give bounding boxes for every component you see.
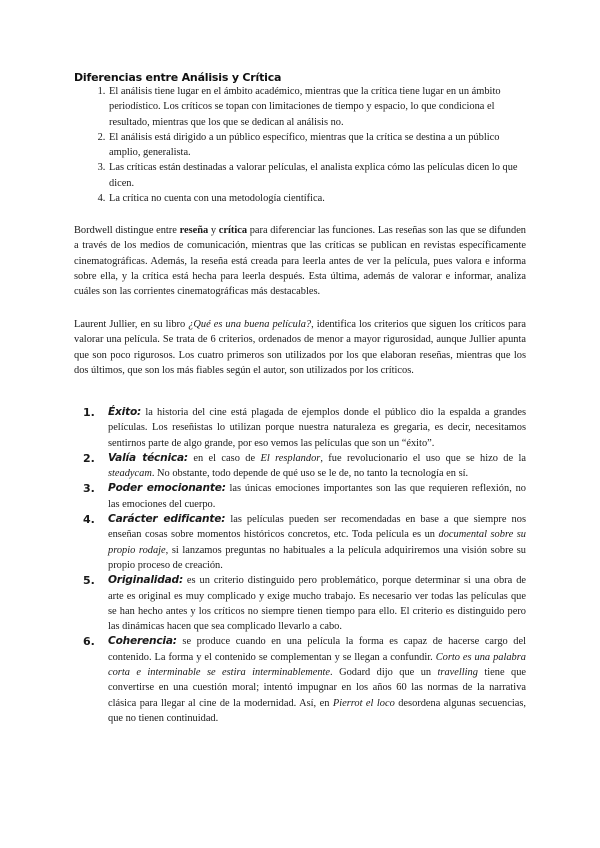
bold-term: reseña — [179, 225, 209, 236]
list-number: 6. — [83, 635, 95, 649]
quote: Corto es una palabra corta e interminable se estira interminablemente — [108, 651, 526, 679]
criterion-name: Carácter edificante: — [108, 513, 226, 526]
list-item: 4. Carácter edificante: las películas pueden ser recomendadas en base a que siempre nos enseñan cosas sobre momentos históricos concretos, etc. Toda película es un documental sobre su propio rodaje, si lanzamos preguntas no habituales a la película adquiriremos una visión sobre su propio proceso de creación. — [83, 513, 527, 571]
list-number: 3. — [83, 482, 95, 496]
list-item: 3. Las críticas están destinadas a valorar películas, el analista explica cómo las películas dicen lo que dicen. — [108, 160, 526, 191]
list-item: 1. El análisis tiene lugar en el ámbito académico, mientras que la crítica tiene lugar en un ámbito periodístico. Los críticos se topan con limitaciones de tiempo y espacio, lo que condiciona el resultado, mientras que los que se dedican al análisis no. — [108, 84, 526, 130]
paragraph-jullier: Laurent Jullier, en su libro ¿Qué es una buena película?, identifica los criterios que siguen los críticos para valorar una película. Se trata de 6 criterios, ordenados de menor a mayor rigurosidad, aunque Jullier apunta que son poco rigurosos. Los cuatro primeros son utilizados por los que elaboran reseñas, mientras que los dos últimos, que son los más fiables según el autor, son utilizados por los críticos. — [74, 319, 526, 376]
list-item: 2. El análisis está dirigido a un público específico, mientras que la crítica se destina a un público amplio, generalista. — [108, 130, 526, 161]
list-number: 5. — [83, 574, 95, 588]
book-title: ¿Qué es una buena película? — [188, 319, 312, 330]
list-item: 5. Originalidad: es un criterio distinguido pero problemático, porque determinar si una obra de arte es original es muy complicado y exige mucho trabajo. Es necesario ver todas las películas que se han hecho antes y los críticos no siempre tienen tiempo para ello. El criterio es distinguido pero las dinámicas hacen que sea complicado llevarlo a cabo. — [83, 574, 526, 633]
technique-term: travelling — [437, 667, 478, 679]
criterion-name: Poder emocionante: — [108, 482, 226, 495]
film-title: Pierrot el loco — [332, 697, 395, 709]
list-item: 6. Coherencia: se produce cuando en una película la forma es capaz de hacerse cargo del contenido. La forma y el contenido se complementan y se llegan a confundir. Corto es una palabra corta e interminable se estira interminablemente. Godard dijo que un travelling tiene que convertirse en una cuestión moral; intentó impugnar en los años 60 las normas de la narrativa clásica para llegar al cine de la modernidad. Así, en Pierrot el loco desordena algunas secuencias, que no tienen continuidad. — [83, 635, 526, 724]
list-item: 2. Valía técnica: en el caso de El resplandor, fue revolucionario el uso que se hizo de la steadycam. No obstante, todo depende de qué uso se le de, no tanto la tecnología en sí. — [83, 451, 526, 480]
differences-list — [74, 84, 526, 206]
paragraph-bordwell: Bordwell distingue entre reseña y crítica para diferenciar las funciones. Las reseñas son las que se difunden a través de los medios de comunicación, mientras que las críticas se publican en revistas específicamente cinematográficas. Además, la reseña está creada para leerla antes de ver la película, pues valora e informa sobre ella, y la crítica está hecha para leerla después. Esta última, además de valorar e informar, analiza cuáles son las corrientes cinematográficas más destacables. — [74, 225, 527, 298]
criterion-name: Éxito: — [108, 406, 142, 418]
criterion-name: Valía técnica: — [108, 451, 188, 464]
list-number: 1. — [83, 406, 95, 419]
criteria-list — [74, 405, 526, 726]
technique-term: steadycam — [108, 468, 152, 480]
list-item: 4. La crítica no cuenta con una metodología científica. — [108, 191, 526, 206]
film-title: El resplandor — [260, 452, 321, 464]
criterion-name: Originalidad: — [108, 574, 183, 587]
list-item: 1. Éxito: la historia del cine está plagada de ejemplos donde el público dio la espalda a grandes películas. Los reseñistas lo utilizan porque nuestra naturaleza es gregaria, es decir, necesitamos sentirnos parte de algo grande, por eso vemos las películas que son un “éxito”. — [83, 406, 526, 449]
list-number: 4. — [83, 513, 95, 527]
page-title: Diferencias entre Análisis y Crítica — [74, 71, 282, 84]
emphasis-phrase: documental sobre su propio rodaje — [108, 529, 526, 556]
criterion-name: Coherencia: — [108, 635, 177, 648]
bold-term: crítica — [218, 225, 248, 236]
list-number: 2. — [83, 451, 95, 465]
list-item: 3. Poder emocionante: las únicas emociones importantes son las que requieren reflexión, no las emociones del cuerpo. — [83, 482, 526, 510]
